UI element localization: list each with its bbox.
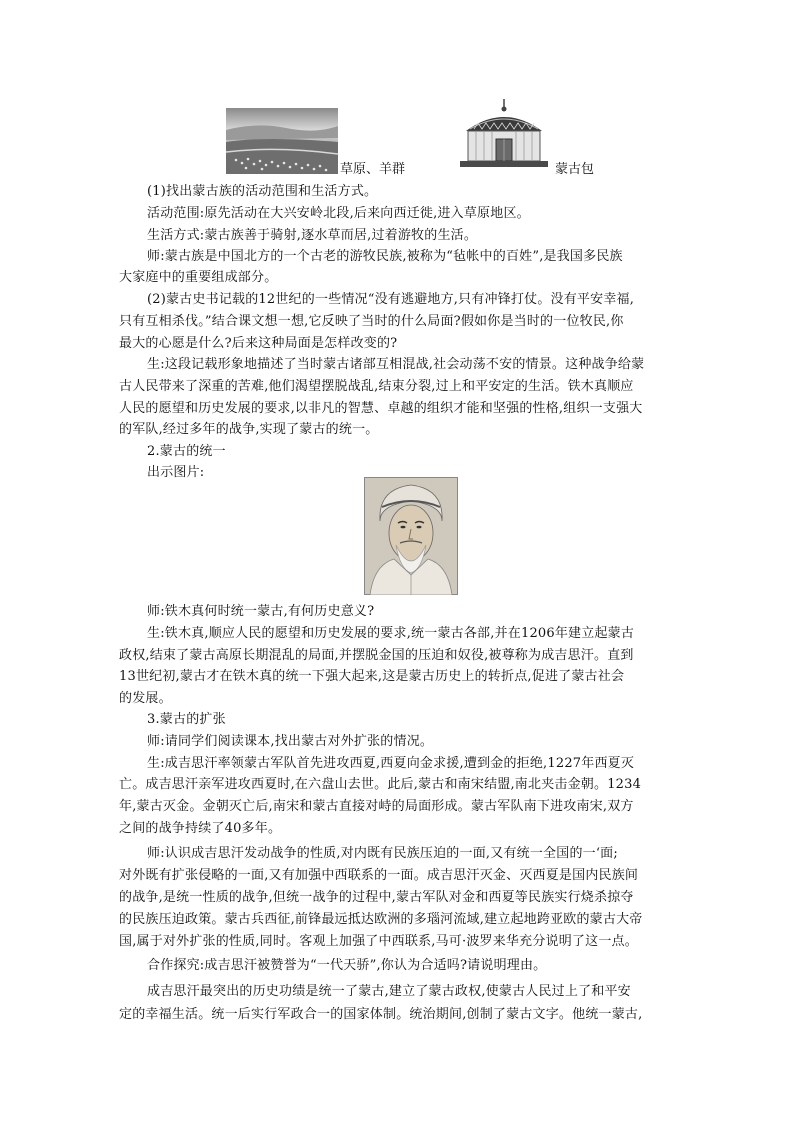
text-line: 的民族压迫政策。蒙古兵西征,前锋最远抵达欧洲的多瑙河流域,建立起地跨亚欧的蒙古大帝 bbox=[119, 912, 643, 927]
grassland-caption: 草原、羊群 bbox=[340, 162, 406, 177]
section-heading: 2.蒙古的统一 bbox=[147, 444, 226, 459]
text-line: 合作探究:成吉思汗被赞誉为“一代天骄”,你认为合适吗?请说明理由。 bbox=[147, 958, 547, 973]
text-line: (2)蒙古史书记载的12世纪的一些情况“没有逃避地方,只有冲锋打仗。没有平安幸福, bbox=[147, 292, 635, 307]
text-line: 师:认识成吉思汗发动战争的性质,对内既有民族压迫的一面,又有统一全国的一‘面; bbox=[147, 846, 618, 861]
text-line: 活动范围:原先活动在大兴安岭北段,后来向西迁徙,进入草原地区。 bbox=[147, 206, 530, 221]
text-line: 生活方式:蒙古族善于骑射,逐水草而居,过着游牧的生活。 bbox=[147, 228, 478, 243]
text-line: 师:请同学们阅读课本,找出蒙古对外扩张的情况。 bbox=[147, 734, 434, 749]
text-line: 的军队,经过多年的战争,实现了蒙古的统一。 bbox=[119, 422, 379, 437]
text-line: (1)找出蒙古族的活动范围和生活方式。 bbox=[147, 184, 378, 199]
text-line: 生:这段记载形象地描述了当时蒙古诸部互相混战,社会动荡不安的情景。这种战争给蒙 bbox=[147, 357, 645, 372]
grassland-sheep-photo bbox=[226, 108, 338, 174]
text-line: 出示图片: bbox=[147, 465, 205, 480]
text-line: 年,蒙古灭金。金朝灭亡后,南宋和蒙古直接对峙的局面形成。蒙古军队南下进攻南宋,双方 bbox=[119, 799, 634, 814]
text-line: 成吉思汗最突出的历史功绩是统一了蒙古,建立了蒙古政权,使蒙古人民过上了和平安 bbox=[147, 984, 631, 999]
text-line: 之间的战争持续了40多年。 bbox=[119, 821, 282, 836]
text-line: 生:铁木真,顺应人民的愿望和历史发展的要求,统一蒙古各部,并在1206年建立起蒙古 bbox=[147, 626, 635, 641]
text-line: 的战争,是统一性质的战争,但统一战争的过程中,蒙古军队对金和西夏等民族实行烧杀掠夺 bbox=[119, 890, 634, 905]
yurt-caption: 蒙古包 bbox=[555, 162, 595, 177]
section-heading: 3.蒙古的扩张 bbox=[147, 712, 226, 727]
text-line: 对外既有扩张侵略的一面,又有加强中西联系的一面。成吉思汗灭金、灭西夏是国内民族间 bbox=[119, 868, 639, 883]
text-line: 人民的愿望和历史发展的要求,以非凡的智慧、卓越的组织才能和坚强的性格,组织一支强大 bbox=[119, 401, 643, 416]
text-line: 大家庭中的重要组成部分。 bbox=[119, 270, 278, 285]
text-line: 国,属于对外扩张的性质,同时。客观上加强了中西联系,马可·波罗来华充分说明了这一点。 bbox=[119, 934, 638, 949]
text-line: 政权,结束了蒙古高原长期混乱的局面,并摆脱金国的压迫和奴役,被尊称为成吉思汗。直到 bbox=[119, 648, 634, 663]
text-line: 定的幸福生活。统一后实行军政合一的国家体制。统治期间,创制了蒙古文字。他统一蒙古, bbox=[119, 1007, 643, 1022]
text-line: 只有互相杀伐。”结合课文想一想,它反映了当时的什么局面?假如你是当时的一位牧民,你 bbox=[119, 314, 624, 329]
text-line: 师:蒙古族是中国北方的一个古老的游牧民族,被称为“毡帐中的百姓”,是我国多民族 bbox=[147, 249, 623, 264]
text-line: 最大的心愿是什么?后来这种局面是怎样改变的? bbox=[119, 336, 398, 351]
text-line: 生:成吉思汗率领蒙古军队首先进攻西夏,西夏向金求援,遭到金的拒绝,1227年西夏灭 bbox=[147, 756, 635, 771]
yurt-image bbox=[456, 99, 552, 171]
text-line: 亡。成吉思汗亲军进攻西夏时,在六盘山去世。此后,蒙古和南宋结盟,南北夹击金朝。1234 bbox=[119, 777, 642, 792]
text-line: 师:铁木真何时统一蒙古,有何历史意义? bbox=[147, 604, 375, 619]
text-line: 13世纪初,蒙古才在铁木真的统一下强大起来,这是蒙古历史上的转折点,促进了蒙古社会 bbox=[119, 669, 625, 684]
genghis-khan-portrait bbox=[364, 477, 458, 595]
text-line: 的发展。 bbox=[119, 691, 172, 706]
text-line: 古人民带来了深重的苦难,他们渴望摆脱战乱,结束分裂,过上和平安定的生活。铁木真顺应 bbox=[119, 379, 634, 394]
